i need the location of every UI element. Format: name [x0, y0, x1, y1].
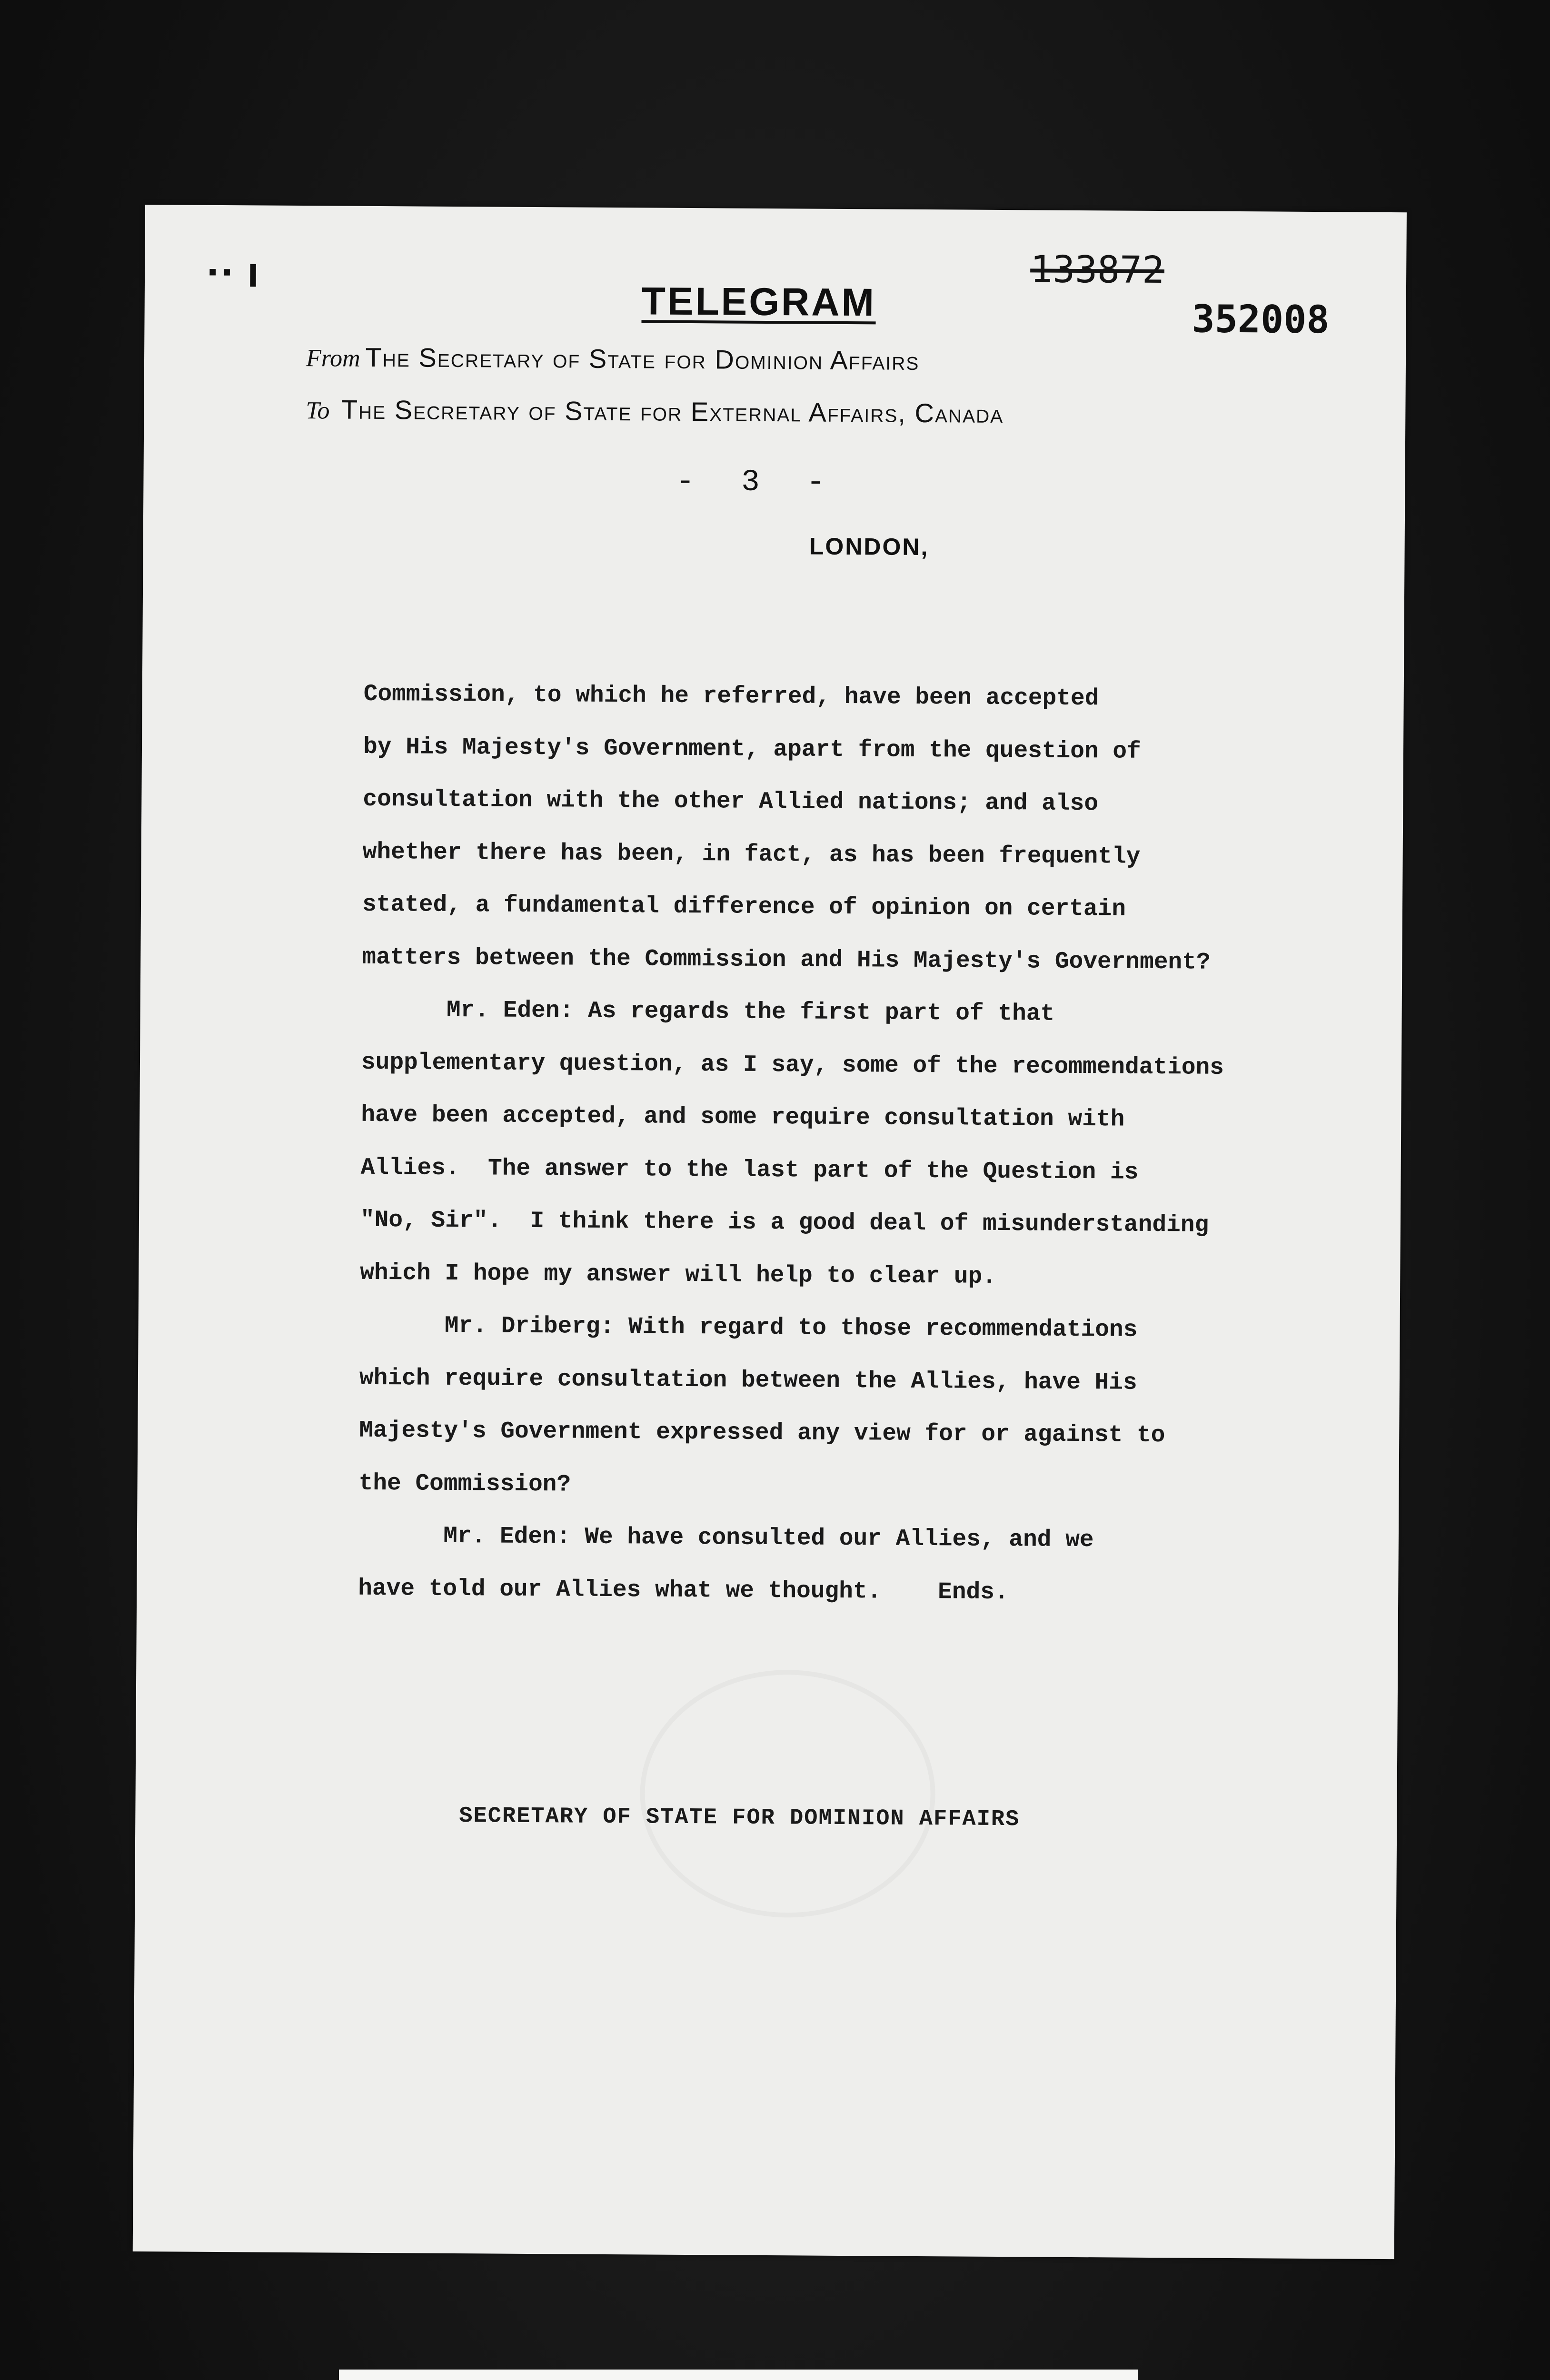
body-line: Mr. Eden: As regards the first part of that — [361, 996, 1055, 1027]
body-line: consultation with the other Allied nations; and also — [363, 785, 1099, 817]
telegram-page — [133, 205, 1407, 2259]
body-line: have been accepted, and some require consultation with — [361, 1101, 1125, 1133]
body-line: by His Majesty's Government, apart from the question of — [363, 733, 1141, 765]
body-line: the Commission? — [358, 1469, 571, 1498]
to-text: The Secretary of State for External Affairs, Canada — [341, 394, 1004, 429]
page-number: - 3 - — [676, 465, 839, 500]
handwritten-mark: ·· ı — [206, 248, 259, 297]
signature-line: SECRETARY OF STATE FOR DOMINION AFFAIRS — [459, 1804, 1020, 1833]
archive-reference-label — [339, 2370, 1138, 2380]
telegram-body — [358, 668, 1411, 1621]
file-number: 352008 — [1192, 297, 1330, 342]
to-label: To — [306, 397, 330, 425]
body-line: Majesty's Government expressed any view for or against to — [359, 1417, 1165, 1449]
body-line: whether there has been, in fact, as has been frequently — [362, 838, 1141, 870]
body-line: which I hope my answer will help to clear up. — [360, 1259, 997, 1290]
body-line: Allies. The answer to the last part of the Question is — [360, 1154, 1139, 1186]
body-line: Mr. Eden: We have consulted our Allies, and we — [358, 1522, 1094, 1554]
body-line: supplementary question, as I say, some of the recommendations — [361, 1049, 1224, 1081]
from-line — [306, 341, 920, 376]
body-line: "No, Sir". I think there is a good deal of misunderstanding — [360, 1206, 1209, 1239]
from-text: The Secretary of State for Dominion Affairs — [365, 342, 920, 376]
body-line: have told our Allies what we thought. Ends. — [358, 1575, 1009, 1606]
telegram-title: TELEGRAM — [641, 279, 876, 325]
file-number-struck: 133872 — [1030, 248, 1165, 292]
from-label: From — [306, 345, 360, 372]
faded-stamp — [639, 1669, 936, 1918]
place-line: LONDON, — [809, 533, 929, 561]
to-line — [306, 394, 1004, 429]
body-line: matters between the Commission and His Majesty's Government? — [362, 943, 1211, 976]
body-line: which require consultation between the Allies, have His — [359, 1364, 1137, 1396]
body-line: Commission, to which he referred, have been accepted — [363, 680, 1099, 712]
body-line: stated, a fundamental difference of opinion on certain — [362, 891, 1126, 922]
body-line: Mr. Driberg: With regard to those recommendations — [359, 1311, 1138, 1343]
